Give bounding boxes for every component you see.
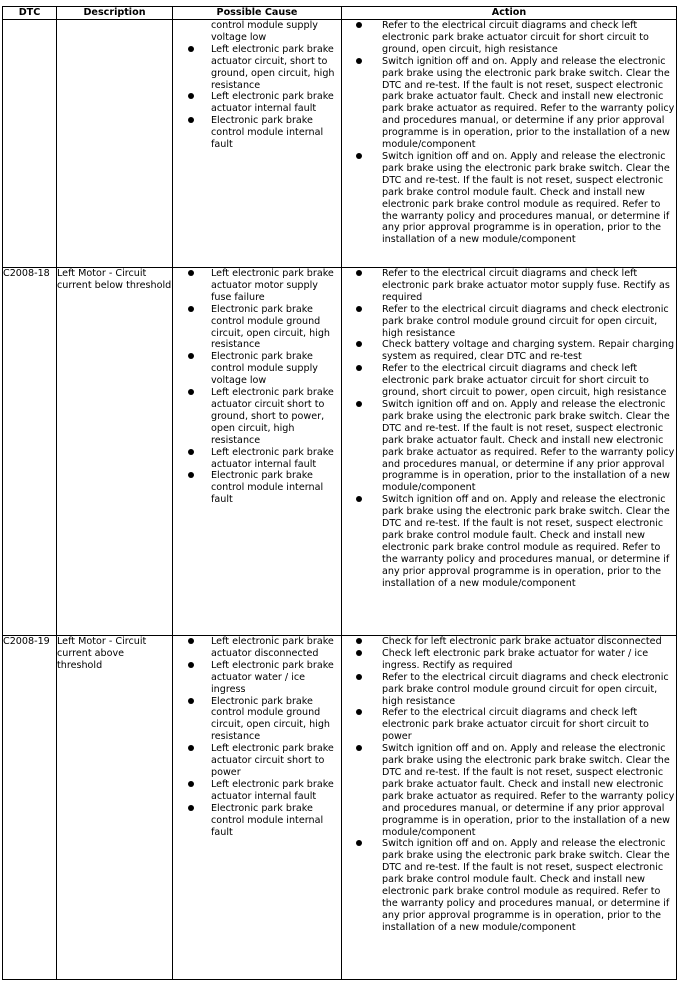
action-list (342, 636, 676, 934)
list-item: Refer to the electrical circuit diagrams and check electronic park brake control module ground circuit for open circuit, high resistance (382, 672, 676, 708)
action-list (342, 20, 676, 246)
list-item: Check for left electronic park brake actuator disconnected (382, 636, 676, 648)
list-item: Electronic park brake control module internal fault (211, 803, 341, 839)
dtc-description: Left Motor - Circuit current above threshold (57, 636, 173, 980)
list-item: Left electronic park brake actuator water / ice ingress (211, 660, 341, 696)
list-item: Refer to the electrical circuit diagrams and check left electronic park brake actuator circuit for short circuit to ground, short circuit to power, open circuit, high resistance (382, 363, 676, 399)
list-item: Left electronic park brake actuator internal fault (211, 779, 341, 803)
list-item: Switch ignition off and on. Apply and release the electronic park brake using the electronic park brake switch. Clear the DTC and re-test. If the fault is not reset, suspect electronic park brake actuator fault. Check and install new electronic park brake actuator as required. Refer to the warranty policy and procedures manual, or determine if any prior approval programme is in operation, prior to the installation of a new module/component (382, 398, 675, 494)
table-row (3, 636, 677, 980)
list-item: Left electronic park brake actuator internal fault (211, 447, 341, 471)
header-possible-cause: Possible Cause (173, 7, 342, 20)
list-item: Switch ignition off and on. Apply and release the electronic park brake using the electronic park brake switch. Clear the DTC and re-test. If the fault is not reset, suspect electronic park brake actuator fault. Check and install new electronic park brake actuator as required. Refer to the warranty policy and procedures manual, or determine if any prior approval programme is in operation, prior to the installation of a new module/component (382, 743, 675, 838)
dtc-table (2, 6, 677, 980)
list-item: Switch ignition off and on. Apply and release the electronic park brake using the electronic park brake switch. Clear the DTC and re-test. If the fault is not reset, suspect electronic park brake control module fault. Check and install new electronic park brake control module as required. Refer to the warranty policy and procedures manual, or determine if any prior approval programme is in operation, prior to the installation of a new module/component (382, 494, 676, 589)
list-item: Electronic park brake control module supply voltage low (211, 351, 341, 387)
table-row (3, 20, 677, 268)
table-header-row (3, 7, 677, 20)
cause-continued-text: control module supply voltage low (211, 20, 318, 43)
dtc-code: C2008-18 (3, 268, 57, 636)
list-item: Refer to the electrical circuit diagrams and check left electronic park brake actuator circuit for short circuit to power (382, 707, 676, 743)
action-list (342, 268, 676, 589)
list-item: Check left electronic park brake actuator for water / ice ingress. Rectify as required (382, 648, 676, 672)
dtc-code: C2008-19 (3, 636, 57, 980)
cause-list (173, 636, 341, 838)
list-item: Check battery voltage and charging system. Repair charging system as required, clear DTC and re-test (382, 339, 675, 363)
list-item: Left electronic park brake actuator motor supply fuse failure (211, 268, 341, 304)
list-item: Left electronic park brake actuator disconnected (211, 636, 341, 660)
list-item: Electronic park brake control module ground circuit, open circuit, high resistance (211, 696, 341, 744)
table-row (3, 268, 677, 636)
dtc-description: Left Motor - Circuit current below threshold (57, 268, 173, 636)
dtc-description (57, 20, 173, 268)
list-item: Electronic park brake control module internal fault (211, 115, 341, 151)
list-item: Left electronic park brake actuator circuit short to ground, short to power, open circuit, high resistance (211, 387, 341, 447)
list-item: Electronic park brake control module ground circuit, open circuit, high resistance (211, 304, 341, 352)
header-action: Action (342, 7, 677, 20)
header-dtc: DTC (3, 7, 57, 20)
possible-cause-cell (173, 20, 342, 268)
list-item: Switch ignition off and on. Apply and release the electronic park brake using the electronic park brake switch. Clear the DTC and re-test. If the fault is not reset, suspect electronic park brake control module fault. Check and install new electronic park brake control module as required. Refer to the warranty policy and procedures manual, or determine if any prior approval programme is in operation, prior to the installation of a new module/component (382, 838, 676, 933)
list-item: Electronic park brake control module internal fault (211, 470, 341, 506)
action-cell (342, 636, 677, 980)
list-item: Refer to the electrical circuit diagrams and check left electronic park brake actuator motor supply fuse. Rectify as required (382, 268, 676, 304)
cause-list (173, 268, 341, 506)
possible-cause-cell (173, 636, 342, 980)
cause-list (173, 44, 341, 151)
action-cell (342, 20, 677, 268)
dtc-code (3, 20, 57, 268)
list-item: Left electronic park brake actuator internal fault (211, 91, 341, 115)
list-item: Refer to the electrical circuit diagrams and check left electronic park brake actuator circuit for short circuit to ground, open circuit, high resistance (382, 20, 676, 56)
header-description: Description (57, 7, 173, 20)
action-cell (342, 268, 677, 636)
possible-cause-cell (173, 268, 342, 636)
list-item: Switch ignition off and on. Apply and release the electronic park brake using the electronic park brake switch. Clear the DTC and re-test. If the fault is not reset, suspect electronic park brake control module fault. Check and install new electronic park brake control module as required. Refer to the warranty policy and procedures manual, or determine if any prior approval programme is in operation, prior to the installation of a new module/component (382, 151, 676, 246)
list-item: Switch ignition off and on. Apply and release the electronic park brake using the electronic park brake switch. Clear the DTC and re-test. If the fault is not reset, suspect electronic park brake actuator fault. Check and install new electronic park brake actuator as required. Refer to the warranty policy and procedures manual, or determine if any prior approval programme is in operation, prior to the installation of a new module/component (382, 55, 675, 151)
list-item: Refer to the electrical circuit diagrams and check electronic park brake control module ground circuit for open circuit, high resistance (382, 304, 676, 340)
list-item: Left electronic park brake actuator circuit, short to ground, open circuit, high resistance (211, 44, 341, 92)
list-item: Left electronic park brake actuator circuit short to power (211, 743, 341, 779)
